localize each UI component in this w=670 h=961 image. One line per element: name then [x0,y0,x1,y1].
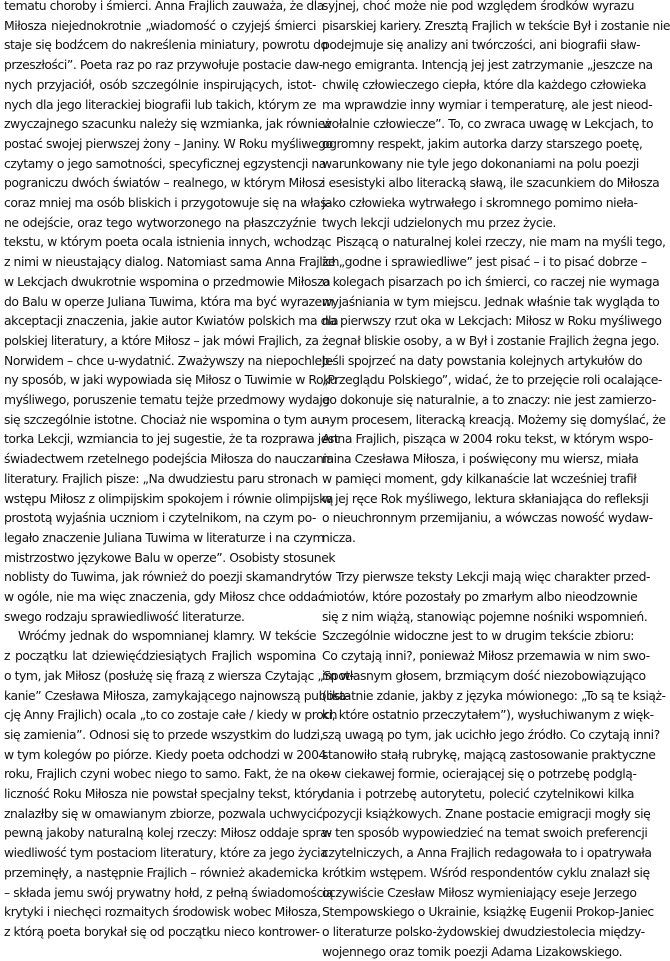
text-line: wiedliwość tym postaciom literatury, które za jego życia [4,845,328,861]
text-line: mina Czesława Miłosza, i poświęcony mu wiersz, miała [322,451,639,467]
text-line: swego rodzaju sprawiedliwość literaturze. [4,608,245,624]
text-line: z początku lat dziewięćdziesiątych Frajlich wspomina [4,648,316,664]
text-line: cję Anny Frajlich) ocala „to co zostaje całe / kiedy w proch [4,707,338,723]
text-line: akceptacji znaczenia, jakie autor Kwiatów polskich ma dla [4,313,339,329]
text-line: o kolegach pisarzach po ich śmierci, co raczej nie wymaga [322,273,660,289]
text-line: „Przeglądu Polskiego”, widać, że to przejęcie roli ocalające- [322,372,662,388]
text-line: nym procesem, literacką kreacją. Możemy się domyślać, że [322,411,666,427]
text-line: krytyki i niechęci rozmaitych środowisk wobec Miłosza, [4,904,321,920]
text-line: ki, które ostatnio przeczytałem”), wysłuchiwanym z więk- [322,707,654,723]
text-line: się zamienia”. Odnosi się to przede wszystkim do ludzi, [4,726,324,742]
text-line: oczywiście Czesław Miłosz wymieniający eseje Jerzego [322,884,637,900]
text-line: Piszącą o naturalnej kolei rzeczy, nie mam na myśli tego, [336,234,666,250]
text-line: wstępu Miłosz z olimpijskim spokojem i równie olimpijską [4,490,334,506]
text-line: przeszłości”. Poeta raz po raz przywołuje postacie daw- [4,57,323,73]
text-line: prostotą wyjaśnia uczniom i czytelnikom, na czym po- [4,510,316,526]
text-line: Jeśli spojrzeć na daty powstania kolejnych artykułów do [322,352,643,368]
text-line: w jej ręce Rok myśliwego, lektura skłaniająca do refleksji [322,490,649,506]
text-line: noblisty do Tuwima, jak również do poezji skamandrytów [4,569,332,585]
text-line: torka Lekcji, wzmiancia to jej sugestie, że ta rozprawa jest [4,431,339,447]
text-line: ma wprawdzie inny wymiar i temperaturę, ale jest nieod- [322,96,653,112]
text-line: krótkim wstępem. Wśród respondentów cyklu znalazł się [322,864,650,880]
text-line: staje się bodźcem do nakreślenia miniatury, powrotu do [4,37,328,53]
text-line: legało znaczenie Juliana Tuwima w literaturze i na czym [4,529,325,545]
right-column [322,0,670,959]
text-line: czytelniczych, a Anna Frajlich redagowała to i opatrywała [322,845,652,861]
text-line: pewną jakoby naturalną kolej rzeczy: Miłosz oddaje spra- [4,825,332,841]
text-line: nego emigranta. Intencją jej jest zatrzymanie „jeszcze na [322,57,653,73]
text-line: i esesistyki albo literacką sławą, ile szacunkiem do Miłosza [322,175,660,191]
text-line: myśliwego, poruszenie tematu tejże przedmowy wydaje [4,392,330,407]
text-line: czytamy o jego samotności, specyficznej egzystencji na [4,155,326,171]
text-line: w tym kolegów po piórze. Kiedy poeta odchodzi w 2004 [4,746,326,762]
text-line: o nieuchronnym przemijaniu, a wówczas nowość wydaw- [322,510,653,526]
text-line: chwilę człowieczego ciepła, które dla każdego człowieka [322,76,647,92]
text-line: wyjaśniania w tym miejscu. Jednak właśnie tak wygląda to [322,293,660,309]
text-line: o tym, jak Miłosz (posłużę się frazą z wiersza Czytając „Spot- [4,667,354,683]
text-line: zwyczajnego szacunku należy się wzmianka, jak również [4,116,331,132]
text-line: w Lekcjach dwukrotnie wspomina o przedmowie Miłosza [4,273,331,289]
text-line: nych przyjaciół, osób szczególnie inspirujących, istot- [4,76,316,92]
text-line: o literaturze polsko-żydowskiej dwudziestolecia między- [322,923,645,939]
text-line: szą uwagą po tym, jak ucichło jego źródło. Co czytają inni? [322,726,660,742]
text-line [322,548,634,567]
text-line: podejmuje się analizy ani twórczości, ani biografii sław- [322,37,641,53]
text-line: coraz mniej ma osób bliskich i przygotowuje się na włas- [4,195,331,210]
text-line: ny sposób, w jaki wypowiada się Miłosz o Tuwimie w Roku [4,372,337,388]
text-line: – składa jemu swój prywatny hołd, z pełną świadomością [4,884,334,900]
text-line: znalazłby się w omawianym zbiorze, pozwala uchwycić [4,805,323,821]
text-line: roku, Frajlich czyni wobec niego to samo. Fakt, że na oko- [4,766,335,782]
text-line: pisarskiej kariery. Zresztą Frajlich w tekście Był i zostanie nie [322,17,670,33]
text-line: Anna Frajlich, pisząca w 2004 roku tekst, w którym wspo- [322,431,653,447]
text-line: do Balu w operze Juliana Tuwima, która ma być wyrazem [4,293,334,309]
text-line: Miłosza niejednokrotnie „wiadomość o czyjejś śmierci [4,17,316,33]
text-line: stanowiło stałą rubrykę, mającą zastosowanie praktyczne [322,746,656,762]
text-line: w ten sposób wypowiedzieć na temat swoich preferencji [322,825,648,841]
text-line: że „godne i sprawiedliwe” jest pisać – i to pisać dobrze – [322,254,647,270]
text-line: liczność Roku Miłosza nie powstał specjalny tekst, który [4,786,324,801]
text-line: syjnej, choć może nie pod względem środków wyrazu [322,0,634,13]
text-line: wojennego oraz tomik poezji Adama Lizakowskiego. [322,943,623,959]
text-line: dania i potrzebę autorytetu, polecić czytelnikowi kilka [322,786,634,801]
text-line: Wróćmy jednak do wspomnianej klamry. W tekście [18,628,316,644]
text-line: literatury. Frajlich pisze: „Na dwudziestu paru stronach [4,470,318,486]
text-line: z nimi w nieustający dialog. Natomiast sama Anna Frajlich [4,254,340,270]
text-line: w ogóle, nie ma więc znaczenia, gdy Miłosz chce oddać [4,589,325,604]
text-line: się z nim wiążą, stanowiąc pojemne nośniki wspomnień. [322,608,648,624]
text-line: żegnał bliskie osoby, a w Był i zostanie Frajlich żegna jego. [322,332,660,348]
text-line: mistrzostwo językowe Balu w operze”. Osobisty stosunek [4,549,336,565]
text-line: świadectwem rzetelnego podejścia Miłosza do nauczania [4,451,334,467]
text-line: pograniczu dwóch światów – realnego, w którym Miłosz [4,175,325,191]
text-line: (ostatnie zdanie, jakby z języka mówionego: „To są te książ- [322,687,666,703]
text-line: się szczególnie istotne. Chociaż nie wspomina o tym au- [4,411,329,427]
text-line: przeminęły, a następnie Frajlich – również akademicka [4,864,318,880]
text-line: Co czytają inni?, ponieważ Miłosz przemawia w nim swo- [322,648,650,664]
text-line: ogromny respekt, jakim autorka darzy starszego poetę, [322,135,643,151]
text-line: kanie” Czesława Miłosza, zamykającego najnowszą publika- [4,687,350,703]
text-line: nych dla jego literackiej biografii lub takich, którym ze [4,96,316,112]
text-line: ne odejście, oraz tego wytworzonego na płaszczyźnie [4,214,316,230]
text-line: Norwidem – chce u-wydatnić. Zważywszy na niepochleb- [4,352,334,368]
text-line: postać swojej pierwszej żony – Janiny. W Roku myśliwego [4,135,333,151]
text-line: w pamięci moment, gdy kilkanaście lat wcześniej trafił [322,470,637,486]
text-line: Szczególnie widoczne jest to w drugim tekście zbioru: [322,628,634,644]
text-line: miotów, które pozostały po zmarłym albo nieodzownie [322,589,638,604]
text-line: jako człowieka wytrwałego i skromnego pomimo nieła- [322,195,638,210]
text-line: tekstu, w którym poeta ocala istnienia innych, wchodząc [4,234,332,250]
text-line: na pierwszy rzut oka w Lekcjach: Miłosz w Roku myśliwego [322,313,662,329]
text-line: go dokonuje się naturalnie, a to znaczy: nie jest zamierzo- [322,392,656,407]
text-line: tematu choroby i śmierci. Anna Frajlich zauważa, że dla [4,0,324,13]
text-line: – w ciekawej formie, ocierającej się o potrzebę podglą- [322,766,637,782]
text-line: warunkowany nie tyle jego dokonaniami na polu poezji [322,155,639,171]
text-line: twych lekcji udzielonych mu przez życie. [322,214,556,230]
text-line: polskiej literatury, a które Miłosz – jak mówi Frajlich, za [4,332,319,348]
text-line: Trzy pierwsze teksty Lekcji mają więc charakter przed- [336,569,651,585]
text-line: nicza. [322,529,356,545]
text-line: im własnym głosem, brzmiącym dość niezobowiązująco [322,667,646,683]
text-line: Stempowskiego o Ukrainie, książkę Eugenii Prokop-Janiec [322,904,654,920]
text-line: wołalnie człowiecze”. To, co zwraca uwagę w Lekcjach, to [322,116,654,132]
text-line: pozycji książkowych. Znane postacie emigracji mogły się [322,805,651,821]
text-line: z którą poeta borykał się od początku nieco kontrower- [4,923,320,939]
